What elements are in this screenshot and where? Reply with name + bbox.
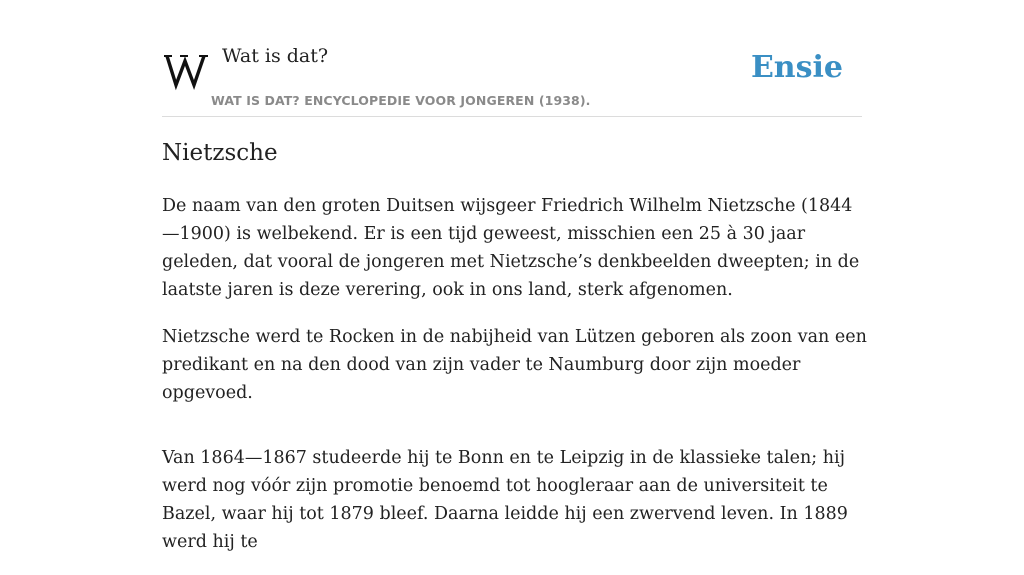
site-header [162, 0, 862, 117]
brand-logo[interactable]: Ensie [750, 50, 843, 85]
article-paragraph: De naam van den groten Duitsen wijsgeer Friedrich Wilhelm Nietzsche (1844—1900) is welbekend. Er is een tijd geweest, misschien een 25 à 30 jaar geleden, dat vooral de jongeren met Nietzsche’s denkbeelden dweepten; in de laatste jaren is deze verering, ook in ons land, sterk afgenomen. [162, 196, 860, 300]
article-paragraph: Van 1864—1867 studeerde hij te Bonn en te Leipzig in de klassieke talen; hij werd nog vóór zijn promotie benoemd tot hoogleraar aan de universiteit te Bazel, waar hij tot 1879 bleef. Daarna leidde hij een zwervend leven. In 1889 werd hij te [162, 448, 848, 552]
article-body [162, 192, 867, 575]
wikipedia-w-icon[interactable] [164, 50, 208, 90]
article-paragraph: Nietzsche werd te Rocken in de nabijheid van Lützen geboren als zoon van een predikant en na den dood van zijn vader te Naumburg door zijn moeder opgevoed. [162, 327, 867, 403]
site-title[interactable]: Wat is dat? [222, 45, 329, 67]
site-subtitle: WAT IS DAT? ENCYCLOPEDIE VOOR JONGEREN (1938). [211, 93, 591, 108]
page-container [162, 0, 867, 552]
article-title: Nietzsche [162, 140, 278, 166]
